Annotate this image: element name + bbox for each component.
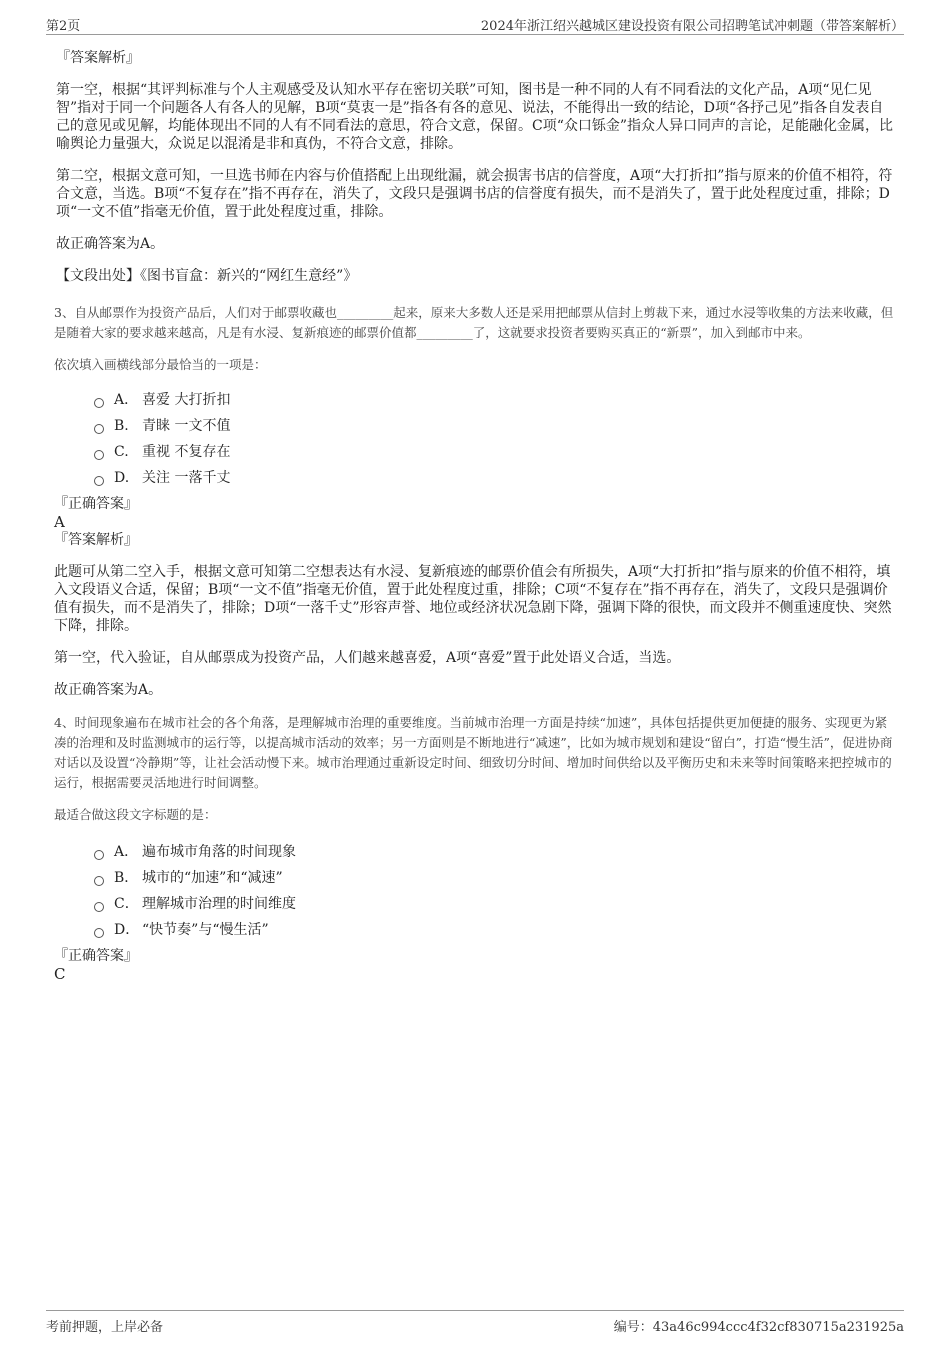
option-letter: D． xyxy=(114,922,140,938)
option-a[interactable] xyxy=(54,387,896,413)
option-letter: D. xyxy=(114,470,130,486)
question-text: 3、自从邮票作为投资产品后，人们对于邮票收藏也_________起来，原来大多数人还是采用把邮票从信封上剪裁下来，通过水浸等收集的方法来收藏，但是随着大家的要求越来越高，凡是有水浸、复新痕迹的邮票价值都_________了，这就要求投资者要购买真正的“新票”，加入到邮市中来。 xyxy=(54,305,894,340)
option-text: 青睐 一文不值 xyxy=(142,418,231,434)
analysis-paragraph: 第一空，代入验证，自从邮票成为投资产品，人们越来越喜爱，A项“喜爱”置于此处语义合适，当选。 xyxy=(54,650,681,666)
option-text: 喜爱 大打折扣 xyxy=(142,392,231,408)
analysis-paragraph: 此题可从第二空入手，根据文意可知第二空想表达有水浸、复新痕迹的邮票价值会有所损失，A项“大打折扣”指与原来的价值不相符，填入文段语义合适，保留；B项“一文不值”指毫无价值，置于此处程度过重，排除；C项“不复存在”指不再存在，消失了，文段只是强调价值有损失，而不是消失了，排除；D项“一落千丈”形容声誉、地位或经济状况急剧下降，强调下降的很快，而文段并不侧重速度快、突然下降，排除。 xyxy=(54,564,892,634)
analysis-paragraph: 第一空，根据“其评判标准与个人主观感受及认知水平存在密切关联”可知，图书是一种不同的人有不同看法的文化产品，A项“见仁见智”指对于同一个问题各人有各人的见解，B项“莫衷一是”指各有各的意见、说法，不能得出一致的结论，D项“各抒己见”指各自发表自己的意见或见解，均能体现出不同的人有不同看法的意思，符合文意，保留。C项“众口铄金”指众人异口同声的言论，足能融化金属，比喻舆论力量强大，众说足以混淆是非和真伪，不符合文意，排除。 xyxy=(56,82,894,152)
option-text: 理解城市治理的时间维度 xyxy=(142,896,296,912)
analysis-paragraph: 第二空，根据文意可知，一旦选书师在内容与价值搭配上出现纰漏，就会损害书店的信誉度，A项“大打折扣”指与原来的价值不相符，符合文意，当选。B项“不复存在”指不再存在，消失了，文段只是强调书店的信誉度有损失，而不是消失了，置于此处程度过重，排除；D项“一文不值”指毫无价值，置于此处程度过重，排除。 xyxy=(56,168,893,220)
question-prompt: 最适合做这段文字标题的是： xyxy=(54,807,217,822)
footer-slogan: 考前押题，上岸必备 xyxy=(46,1320,164,1335)
answer-conclusion: 故正确答案为A。 xyxy=(56,236,165,252)
radio-icon[interactable] xyxy=(94,398,104,408)
option-letter: A． xyxy=(114,844,139,860)
option-c[interactable] xyxy=(54,439,896,465)
page-header xyxy=(46,14,904,35)
document-body xyxy=(56,46,896,983)
option-b[interactable] xyxy=(54,413,896,439)
document-title: 2024年浙江绍兴越城区建设投资有限公司招聘笔试冲刺题（带答案解析） xyxy=(480,19,904,34)
radio-icon[interactable] xyxy=(94,850,104,860)
document-code: 编号：43a46c994ccc4f32cf830715a231925a xyxy=(613,1320,904,1335)
question-text: 4、时间现象遍布在城市社会的各个角落，是理解城市治理的重要维度。当前城市治理一方面是持续“加速”，具体包括提供更加便捷的服务、实现更为紧凑的治理和及时监测城市的运行等，以提高城市活动的效率；另一方面则是不断地进行“减速”，比如为城市规划和建设“留白”，打造“慢生活”，促进协商对话以及设置“冷静期”等，让社会活动慢下来。城市治理通过重新设定时间、细致切分时间、增加时间供给以及平衡历史和未来等时间策略来把控城市的运行，根据需要灵活地进行时间调整。 xyxy=(54,715,893,790)
question-3 xyxy=(54,303,896,699)
option-a[interactable] xyxy=(54,839,896,865)
radio-icon[interactable] xyxy=(94,424,104,434)
correct-answer: A xyxy=(54,513,65,531)
question-4 xyxy=(54,713,896,983)
option-letter: B. xyxy=(114,418,129,434)
option-c[interactable] xyxy=(54,891,896,917)
option-letter: B． xyxy=(114,870,139,886)
option-text: 关注 一落千丈 xyxy=(142,470,231,486)
option-text: 城市的“加速”和“减速” xyxy=(142,870,283,886)
radio-icon[interactable] xyxy=(94,876,104,886)
option-letter: C. xyxy=(114,444,129,460)
option-b[interactable] xyxy=(54,865,896,891)
correct-answer: C xyxy=(54,965,66,983)
answer-conclusion: 故正确答案为A。 xyxy=(54,682,163,698)
radio-icon[interactable] xyxy=(94,450,104,460)
option-text: 遍布城市角落的时间现象 xyxy=(142,844,296,860)
page-footer xyxy=(46,1310,904,1335)
option-d[interactable] xyxy=(54,465,896,491)
option-list xyxy=(54,839,896,943)
option-text: 重视 不复存在 xyxy=(142,444,231,460)
option-d[interactable] xyxy=(54,917,896,943)
option-list xyxy=(54,387,896,491)
analysis-label: 『答案解析』 xyxy=(56,50,140,66)
source-citation: 【文段出处】《图书盲盒：新兴的“网红生意经”》 xyxy=(56,268,358,284)
correct-answer-label: 『正确答案』 xyxy=(54,496,138,512)
radio-icon[interactable] xyxy=(94,902,104,912)
question-prompt: 依次填入画横线部分最恰当的一项是： xyxy=(54,357,267,372)
option-letter: C． xyxy=(114,896,139,912)
option-text: “快节奏”与“慢生活” xyxy=(142,922,269,938)
radio-icon[interactable] xyxy=(94,476,104,486)
analysis-label: 『答案解析』 xyxy=(54,532,138,548)
option-letter: A． xyxy=(114,392,139,408)
correct-answer-label: 『正确答案』 xyxy=(54,948,138,964)
page-number: 第2页 xyxy=(46,19,81,34)
radio-icon[interactable] xyxy=(94,928,104,938)
